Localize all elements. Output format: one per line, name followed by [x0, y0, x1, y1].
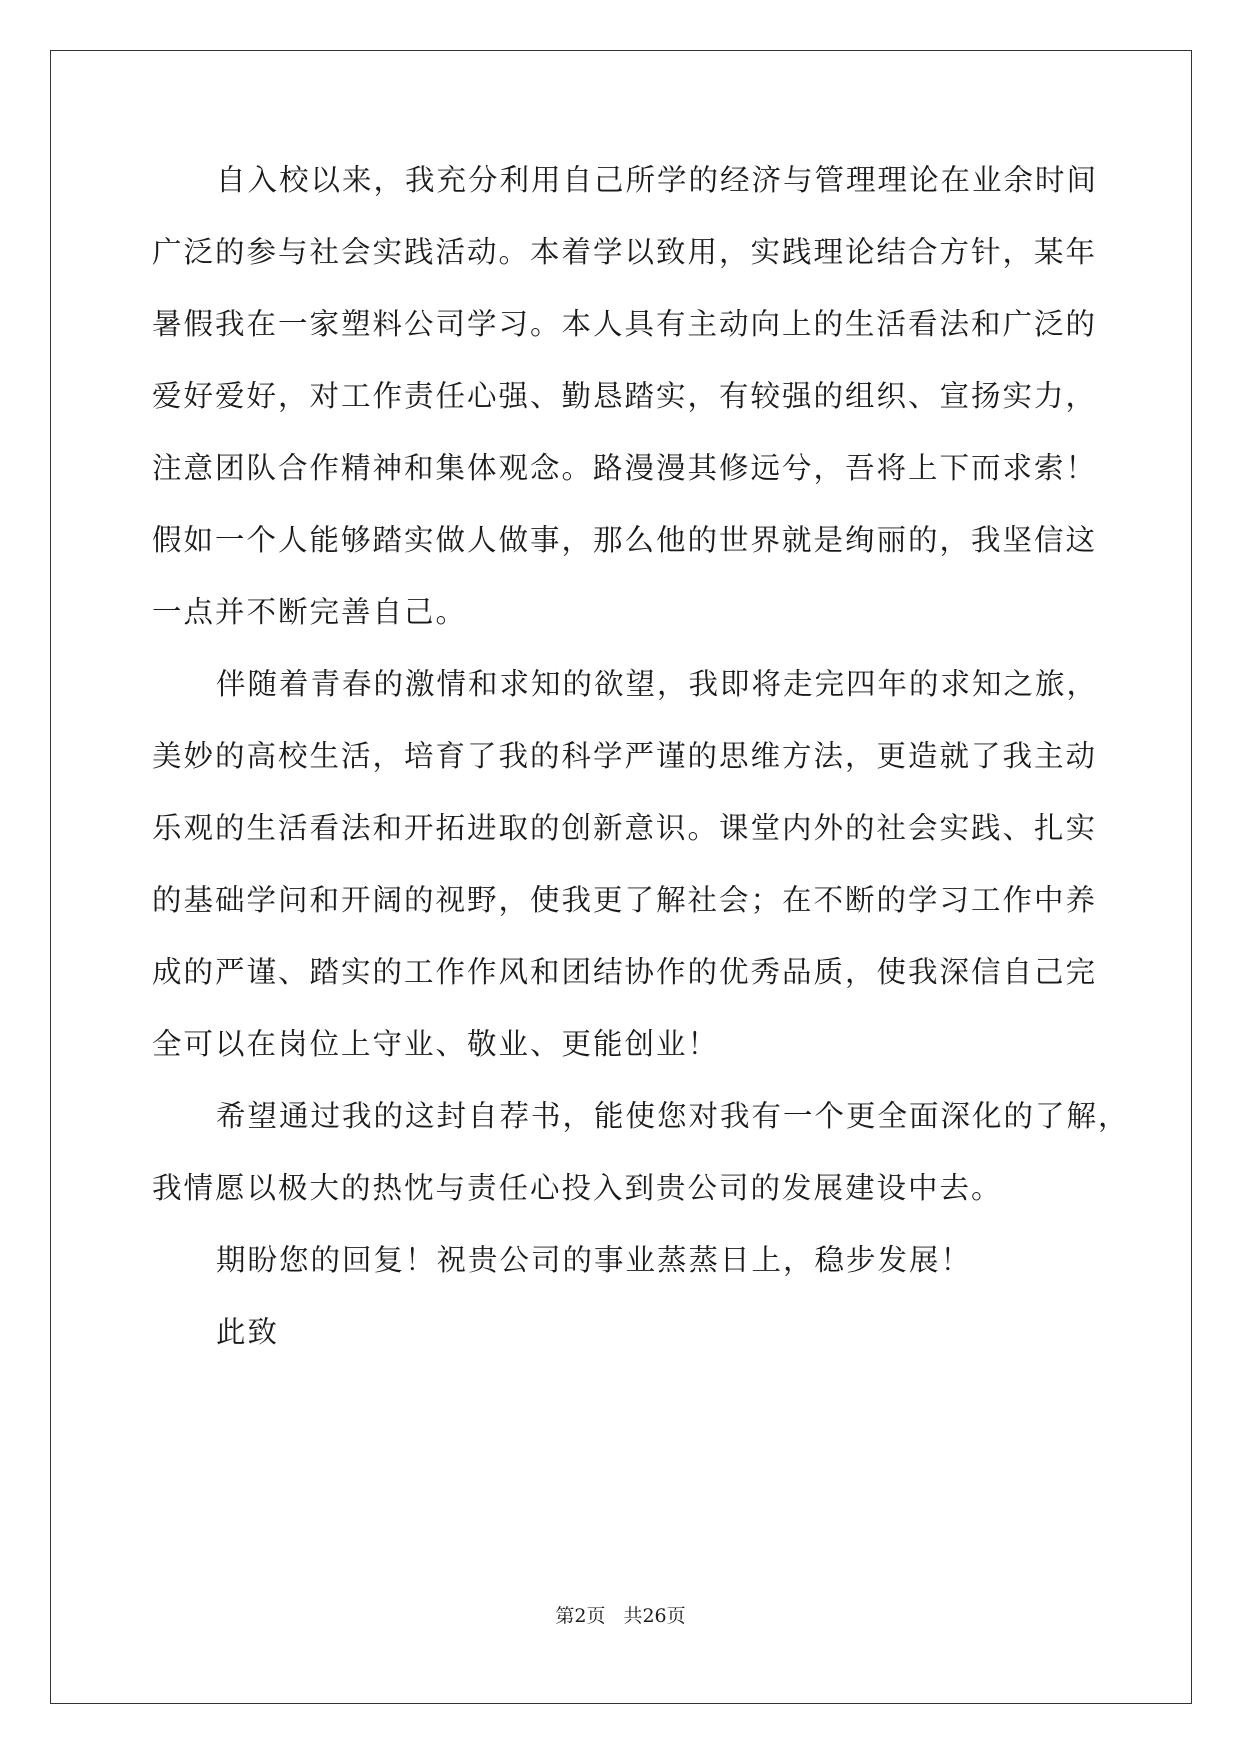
page-number: 第2页 [555, 1605, 606, 1627]
paragraph-line: 的基础学问和开阔的视野，使我更了解社会；在不断的学习工作中养 [152, 883, 1098, 917]
paragraph-line: 注意团队合作精神和集体观念。路漫漫其修远兮，吾将上下而求索！ [152, 451, 1098, 485]
page-total: 共26页 [623, 1605, 686, 1627]
paragraph-line: 自入校以来，我充分利用自己所学的经济与管理理论在业余时间 [216, 163, 1099, 197]
paragraph-line: 我情愿以极大的热忱与责任心投入到贵公司的发展建设中去。 [152, 1171, 1003, 1205]
closing-line: 期盼您的回复！祝贵公司的事业蒸蒸日上，稳步发展！ [216, 1243, 973, 1277]
paragraph-line: 希望通过我的这封自荐书，能使您对我有一个更全面深化的了解， [216, 1099, 1130, 1133]
salutation-line: 此致 [216, 1315, 280, 1349]
paragraph-line: 暑假我在一家塑料公司学习。本人具有主动向上的生活看法和广泛的 [152, 307, 1098, 341]
paragraph-line: 伴随着青春的激情和求知的欲望，我即将走完四年的求知之旅， [216, 667, 1099, 701]
paragraph-line: 爱好爱好，对工作责任心强、勤恳踏实，有较强的组织、宣扬实力， [152, 379, 1098, 413]
paragraph-line: 全可以在岗位上守业、敬业、更能创业！ [152, 1027, 720, 1061]
paragraph-line: 假如一个人能够踏实做人做事，那么他的世界就是绚丽的，我坚信这 [152, 523, 1098, 557]
paragraph-line: 美妙的高校生活，培育了我的科学严谨的思维方法，更造就了我主动 [152, 739, 1098, 773]
page-border [50, 50, 1192, 1704]
paragraph-line: 乐观的生活看法和开拓进取的创新意识。课堂内外的社会实践、扎实 [152, 811, 1098, 845]
page-footer [0, 1604, 1241, 1628]
paragraph-line: 成的严谨、踏实的工作作风和团结协作的优秀品质，使我深信自己完 [152, 955, 1098, 989]
paragraph-line: 一点并不断完善自己。 [152, 595, 468, 629]
paragraph-line: 广泛的参与社会实践活动。本着学以致用，实践理论结合方针，某年 [152, 235, 1098, 269]
